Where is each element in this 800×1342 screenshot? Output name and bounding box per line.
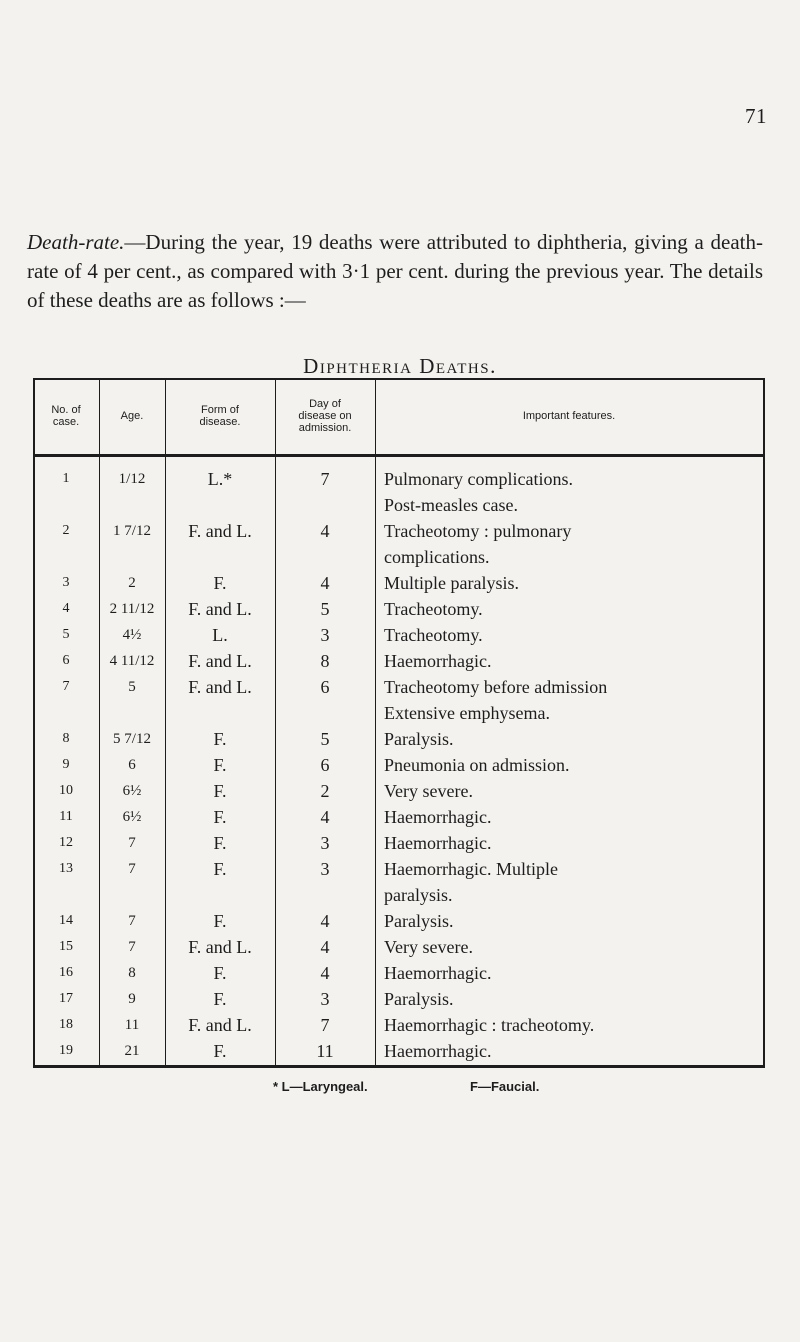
features-cell: Haemorrhagic. [384,651,492,671]
intro-paragraph [27,228,763,315]
case-number-cell: 10 [59,783,73,798]
features-cell: Haemorrhagic. [384,963,492,983]
age-cell: 7 [128,939,136,955]
age-cell: 21 [124,1043,140,1059]
form-cell: L.* [207,469,233,489]
form-cell: F. and L. [188,937,252,957]
case-number-cell: 18 [59,1017,73,1032]
table-bottom-rule [33,1065,765,1068]
form-cell: F. [213,833,227,853]
case-number-cell: 11 [59,809,73,824]
table-row [33,986,765,1012]
age-cell: 6½ [122,809,142,825]
age-cell: 4 11/12 [109,653,155,669]
features-cell: Pulmonary complications. Post-measles case. [384,469,573,515]
table-row [33,908,765,934]
day-cell: 4 [320,937,330,957]
table-row [33,804,765,830]
case-number-cell: 16 [59,965,73,980]
case-number-cell: 4 [62,601,70,616]
age-cell: 2 11/12 [109,601,155,617]
age-cell: 5 7/12 [113,731,151,747]
table-row [33,934,765,960]
form-cell: F. [213,729,227,749]
age-cell: 6 [128,757,136,773]
form-cell: F. [213,807,227,827]
paragraph-body: —During the year, 19 deaths were attributed to diphtheria, giving a death-rate of 4 per cent., as compared with 3·1 per cent. during the previous year. The details of these deaths are as follows :— [27,230,763,312]
form-cell: F. [213,989,227,1009]
age-cell: 7 [128,835,136,851]
day-cell: 4 [320,573,330,593]
table-row [33,752,765,778]
header-day: Day of disease on admission. [298,398,352,434]
form-cell: F. [213,781,227,801]
features-cell: Tracheotomy before admission Extensive emphysema. [384,677,608,723]
case-number-cell: 14 [59,913,73,928]
footnote-faucial: F—Faucial. [470,1079,540,1094]
day-cell: 3 [320,833,330,853]
features-cell: Tracheotomy : pulmonary complications. [384,521,572,567]
case-number-cell: 7 [62,679,70,694]
form-cell: F. [213,573,227,593]
features-cell: Haemorrhagic : tracheotomy. [384,1015,595,1035]
features-cell: Multiple paralysis. [384,573,519,593]
table-row [33,648,765,674]
case-number-cell: 12 [59,835,73,850]
age-cell: 9 [128,991,136,1007]
table-title: Diphtheria Deaths. [303,354,497,378]
form-cell: F. and L. [188,651,252,671]
day-cell: 8 [320,651,330,671]
day-cell: 4 [320,963,330,983]
table-row [33,960,765,986]
table-row [33,1038,765,1064]
table-row [33,674,765,726]
age-cell: 7 [128,861,136,877]
day-cell: 5 [320,599,330,619]
features-cell: Tracheotomy. [384,625,483,645]
day-cell: 3 [320,625,330,645]
header-rule [33,454,765,457]
form-cell: L. [212,625,228,645]
day-cell: 4 [320,807,330,827]
case-number-cell: 13 [59,861,73,876]
features-cell: Tracheotomy. [384,599,483,619]
day-cell: 7 [320,469,330,489]
case-number-cell: 19 [59,1043,73,1058]
header-features: Important features. [522,410,616,422]
case-number-cell: 1 [62,471,70,486]
age-cell: 1 7/12 [113,523,151,539]
features-cell: Haemorrhagic. Multiple paralysis. [384,859,558,905]
form-cell: F. [213,911,227,931]
age-cell: 8 [128,965,136,981]
day-cell: 4 [320,521,330,541]
table-body [33,466,765,1064]
age-cell: 4½ [122,627,142,643]
features-cell: Paralysis. [384,989,454,1009]
table-row [33,1012,765,1038]
features-cell: Very severe. [384,937,473,957]
day-cell: 3 [320,989,330,1009]
age-cell: 2 [128,575,136,591]
case-number-cell: 3 [62,575,70,590]
day-cell: 7 [320,1015,330,1035]
features-cell: Paralysis. [384,729,454,749]
features-cell: Paralysis. [384,911,454,931]
table-row [33,466,765,518]
features-cell: Haemorrhagic. [384,1041,492,1061]
day-cell: 11 [316,1041,334,1061]
table-row [33,596,765,622]
age-cell: 1/12 [118,471,146,487]
case-number-cell: 15 [59,939,73,954]
features-cell: Pneumonia on admission. [384,755,570,775]
header-form: Form of disease. [199,404,241,428]
table-row [33,830,765,856]
case-number-cell: 5 [62,627,70,642]
paragraph-lead: Death-rate. [27,230,125,254]
case-number-cell: 8 [62,731,70,746]
header-case-no: No. of case. [51,404,81,428]
age-cell: 7 [128,913,136,929]
day-cell: 2 [320,781,330,801]
form-cell: F. and L. [188,1015,252,1035]
footnote-laryngeal: * L—Laryngeal. [273,1079,368,1094]
day-cell: 3 [320,859,330,879]
day-cell: 6 [320,755,330,775]
age-cell: 11 [124,1017,140,1033]
age-cell: 5 [128,679,136,695]
diphtheria-deaths-table [33,378,765,1068]
form-cell: F. and L. [188,521,252,541]
form-cell: F. [213,859,227,879]
case-number-cell: 6 [62,653,70,668]
table-row [33,856,765,908]
case-number-cell: 9 [62,757,70,772]
day-cell: 6 [320,677,330,697]
features-cell: Haemorrhagic. [384,833,492,853]
table-row [33,726,765,752]
day-cell: 5 [320,729,330,749]
table-row [33,622,765,648]
features-cell: Very severe. [384,781,473,801]
form-cell: F. and L. [188,599,252,619]
age-cell: 6½ [122,783,142,799]
form-cell: F. and L. [188,677,252,697]
form-cell: F. [213,755,227,775]
features-cell: Haemorrhagic. [384,807,492,827]
table-row [33,518,765,570]
form-cell: F. [213,1041,227,1061]
case-number-cell: 2 [62,523,70,538]
day-cell: 4 [320,911,330,931]
page-number: 71 [745,104,767,128]
table-row [33,570,765,596]
table-row [33,778,765,804]
case-number-cell: 17 [59,991,73,1006]
header-age: Age. [120,410,144,422]
form-cell: F. [213,963,227,983]
